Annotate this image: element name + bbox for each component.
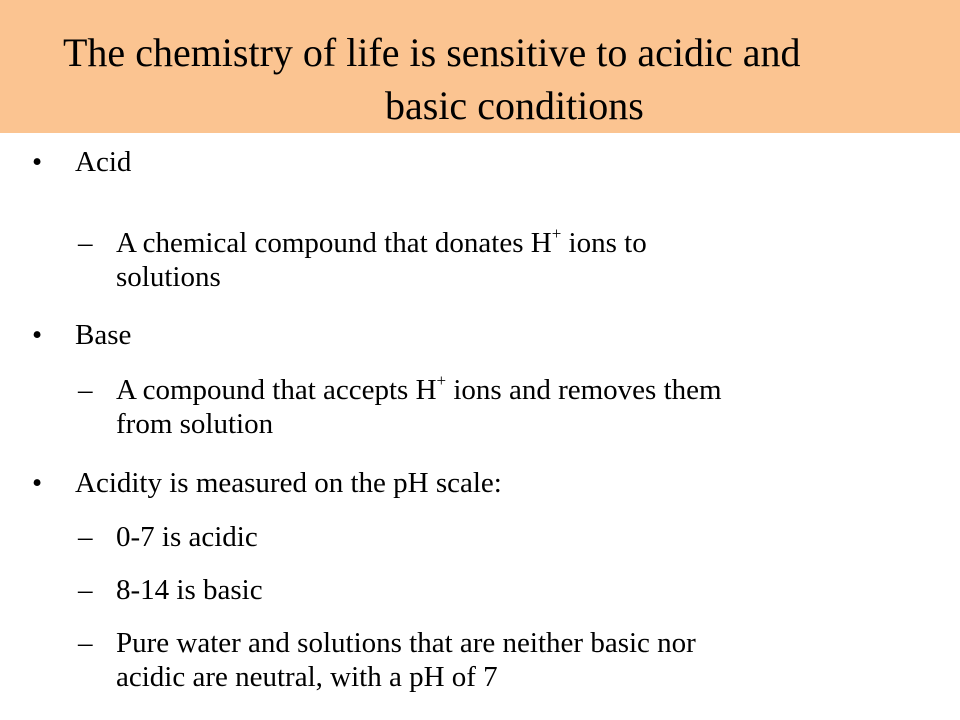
- dash-marker: –: [78, 521, 93, 553]
- dash-marker: –: [78, 374, 93, 406]
- bullet-acidity: [32, 466, 502, 500]
- acid-definition-text-a: A chemical compound that donates H: [116, 227, 552, 259]
- acidity-sub-neutral-line-2: acidic are neutral, with a pH of 7: [116, 661, 498, 693]
- bullet-acidity-label: Acidity is measured on the pH scale:: [75, 467, 502, 499]
- dash-marker: –: [78, 227, 93, 259]
- acidity-sub-basic-text: 8-14 is basic: [116, 574, 263, 606]
- acid-definition-text-b: ions to: [561, 227, 647, 259]
- base-definition-superscript: +: [436, 371, 447, 391]
- bullet-marker: •: [32, 467, 43, 499]
- dash-marker: –: [78, 627, 93, 659]
- bullet-base-label: Base: [75, 319, 132, 351]
- base-definition-line-2: from solution: [116, 408, 274, 440]
- acidity-sub-basic: [78, 573, 263, 607]
- bullet-acid-label: Acid: [75, 146, 132, 178]
- acid-definition-superscript: +: [551, 224, 562, 244]
- dash-marker: –: [78, 574, 93, 606]
- title-banner: [0, 0, 960, 133]
- acid-definition: [78, 224, 647, 294]
- bullet-marker: •: [32, 146, 43, 178]
- base-definition-text-a: A compound that accepts H: [116, 374, 437, 406]
- bullet-marker: •: [32, 319, 43, 351]
- acidity-sub-acidic: [78, 520, 258, 554]
- slide-title-line-2: basic conditions: [385, 83, 644, 128]
- slide-title-line-1: The chemistry of life is sensitive to acidic and: [63, 30, 801, 75]
- acid-definition-line-2: solutions: [116, 261, 221, 293]
- acidity-sub-neutral-text: Pure water and solutions that are neither basic nor: [116, 627, 696, 659]
- bullet-acid: [32, 145, 132, 179]
- acidity-sub-neutral: [78, 626, 696, 694]
- acidity-sub-acidic-text: 0-7 is acidic: [116, 521, 258, 553]
- base-definition-text-b: ions and removes them: [446, 374, 722, 406]
- base-definition: [78, 371, 722, 441]
- bullet-base: [32, 318, 132, 352]
